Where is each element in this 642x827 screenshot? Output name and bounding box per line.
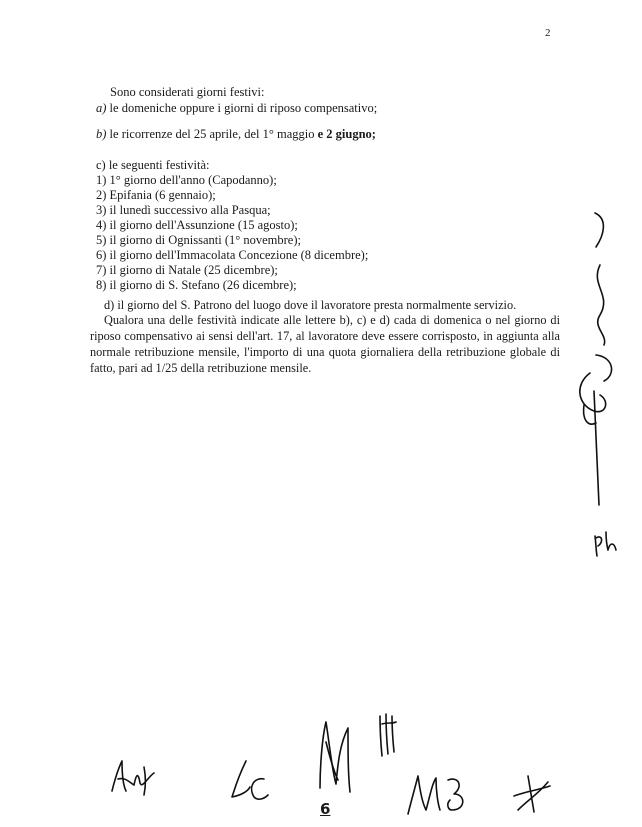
item-c-heading: c) le seguenti festività: <box>96 158 210 172</box>
item-d: d) il giorno del S. Patrono del luogo dove il lavoratore presta normalmente servizio. <box>104 298 517 312</box>
bottom-signature-1 <box>108 755 158 800</box>
holiday-8: 8) il giorno di S. Stefano (26 dicembre); <box>96 278 297 292</box>
holiday-3: 3) il lunedì successivo alla Pasqua; <box>96 203 271 217</box>
holiday-5: 5) il giorno di Ognissanti (1° novembre); <box>96 233 301 247</box>
holiday-6: 6) il giorno dell'Immacolata Concezione (8 dicembre); <box>96 248 369 262</box>
item-b-text: le ricorrenze del 25 aprile, del 1° maggio <box>109 127 315 141</box>
page-number: 2 <box>545 27 551 39</box>
item-a <box>96 100 377 116</box>
holiday-1: 1) 1° giorno dell'anno (Capodanno); <box>96 173 277 187</box>
paragraph-line-2: riposo compensativo ai sensi dell'art. 17, al lavoratore deve essere corrisposto, in aggiunta alla <box>90 329 560 343</box>
item-b-letter: b) <box>96 127 107 141</box>
paragraph-line-1: Qualora una delle festività indicate alle lettere b), c) e d) cada di domenica o nel giorno di <box>104 313 560 327</box>
bottom-signature-3 <box>314 718 354 798</box>
bottom-signature-2 <box>228 757 272 807</box>
bottom-signature-4 <box>374 712 404 762</box>
paragraph-line-4: fatto, pari ad 1/25 della retribuzione mensile. <box>90 361 312 375</box>
item-b-bold: e 2 giugno; <box>317 127 376 141</box>
holiday-4: 4) il giorno dell'Assunzione (15 agosto); <box>96 218 298 232</box>
item-a-text: le domeniche oppure i giorni di riposo compensativo; <box>109 101 378 115</box>
holiday-7: 7) il giorno di Natale (25 dicembre); <box>96 263 278 277</box>
bottom-signature-5 <box>404 770 470 820</box>
holiday-2: 2) Epifania (6 gennaio); <box>96 188 216 202</box>
bottom-signature-6 <box>510 772 554 816</box>
item-b <box>96 126 376 142</box>
intro-line: Sono considerati giorni festivi: <box>110 85 265 99</box>
paragraph-line-3: normale retribuzione mensile, l'importo di una quota giornaliera della retribuzione globale di <box>90 345 560 359</box>
footer-number: 6 <box>320 800 331 818</box>
margin-initials <box>592 528 628 558</box>
item-a-letter: a) <box>96 101 107 115</box>
